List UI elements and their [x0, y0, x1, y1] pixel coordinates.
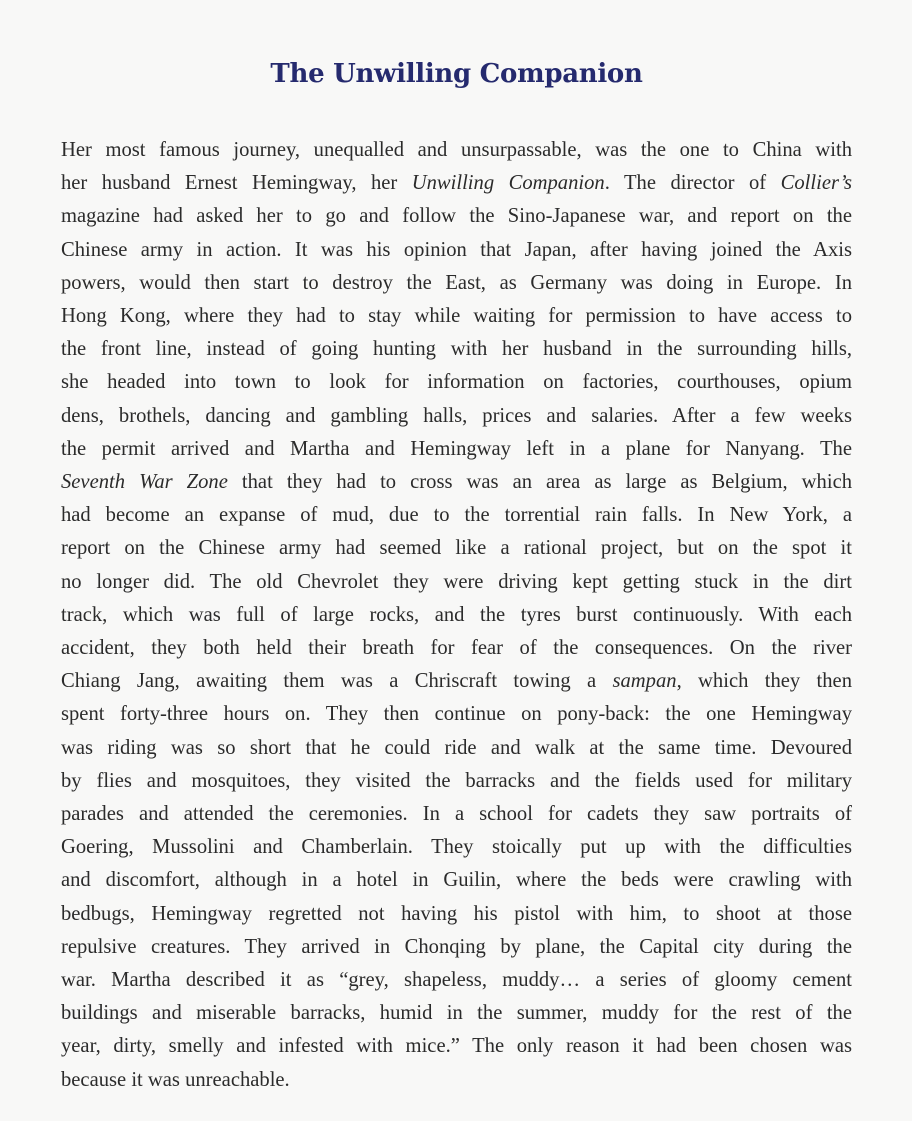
- text-line: [61, 433, 852, 466]
- text-run: bedbugs, Hemingway regretted not having his pistol with him, to shoot at those: [61, 902, 852, 925]
- text-line: [61, 400, 852, 433]
- text-run: her husband Ernest Hemingway, her: [61, 172, 412, 195]
- text-line: [61, 964, 852, 997]
- italic-text: Collier’s: [780, 172, 852, 195]
- text-line: [61, 665, 852, 698]
- text-run: year, dirty, smelly and infested with mice.” The only reason it had been chosen was: [61, 1035, 852, 1058]
- text-line: [61, 466, 852, 499]
- text-line: [61, 931, 852, 964]
- text-run: and discomfort, although in a hotel in Guilin, where the beds were crawling with: [61, 869, 852, 892]
- text-run: she headed into town to look for information on factories, courthouses, opium: [61, 371, 852, 394]
- text-run: track, which was full of large rocks, and the tyres burst continuously. With each: [61, 603, 852, 626]
- text-line: [61, 698, 852, 731]
- text-run: no longer did. The old Chevrolet they were driving kept getting stuck in the dirt: [61, 570, 852, 593]
- text-line: [61, 831, 852, 864]
- text-line: [61, 234, 852, 267]
- text-run: Chinese army in action. It was his opinion that Japan, after having joined the Axis: [61, 238, 852, 261]
- text-line: [61, 532, 852, 565]
- text-run: war. Martha described it as “grey, shapeless, muddy… a series of gloomy cement: [61, 969, 852, 992]
- text-line: [61, 1064, 852, 1097]
- text-line: [61, 300, 852, 333]
- text-line: [61, 134, 852, 167]
- text-line: [61, 898, 852, 931]
- text-run: Chiang Jang, awaiting them was a Chriscraft towing a: [61, 670, 613, 693]
- text-run: spent forty-three hours on. They then continue on pony-back: the one Hemingway: [61, 703, 852, 726]
- text-run: dens, brothels, dancing and gambling halls, prices and salaries. After a few weeks: [61, 404, 852, 427]
- text-line: [61, 632, 852, 665]
- text-run: Goering, Mussolini and Chamberlain. They stoically put up with the difficulties: [61, 836, 852, 859]
- text-run: the front line, instead of going hunting with her husband in the surrounding hills,: [61, 338, 852, 361]
- text-run: was riding was so short that he could ride and walk at the same time. Devoured: [61, 736, 852, 759]
- text-line: [61, 599, 852, 632]
- italic-text: Unwilling Companion: [411, 172, 605, 195]
- text-line: [61, 732, 852, 765]
- italic-text: Seventh War Zone: [61, 471, 228, 494]
- text-run: accident, they both held their breath for fear of the consequences. On the river: [61, 637, 852, 660]
- text-line: [61, 200, 852, 233]
- text-line: [61, 167, 852, 200]
- text-run: that they had to cross was an area as large as Belgium, which: [227, 471, 853, 494]
- text-run: report on the Chinese army had seemed like a rational project, but on the spot it: [61, 537, 852, 560]
- text-line: [61, 997, 852, 1030]
- text-run: the permit arrived and Martha and Hemingway left in a plane for Nanyang. The: [61, 437, 852, 460]
- text-line: [61, 333, 852, 366]
- text-run: parades and attended the ceremonies. In a school for cadets they saw portraits of: [61, 803, 852, 826]
- article-body: [61, 134, 852, 1097]
- text-run: had become an expanse of mud, due to the torrential rain falls. In New York, a: [61, 504, 852, 527]
- text-run: by flies and mosquitoes, they visited the barracks and the fields used for military: [61, 769, 852, 792]
- text-run: powers, would then start to destroy the East, as Germany was doing in Europe. In: [61, 271, 852, 294]
- text-run: , which they then: [676, 670, 852, 693]
- text-run: repulsive creatures. They arrived in Chonqing by plane, the Capital city during the: [61, 935, 852, 958]
- text-run: because it was unreachable.: [61, 1068, 290, 1091]
- text-line: [61, 366, 852, 399]
- text-run: Hong Kong, where they had to stay while waiting for permission to have access to: [61, 305, 852, 328]
- text-run: . The director of: [604, 172, 781, 195]
- text-line: [61, 798, 852, 831]
- text-run: buildings and miserable barracks, humid in the summer, muddy for the rest of the: [61, 1002, 852, 1025]
- text-line: [61, 267, 852, 300]
- text-line: [61, 864, 852, 897]
- text-line: [61, 765, 852, 798]
- article-title: The Unwilling Companion: [270, 59, 643, 89]
- italic-text: sampan: [612, 670, 677, 693]
- text-line: [61, 566, 852, 599]
- text-line: [61, 1030, 852, 1063]
- text-line: [61, 499, 852, 532]
- text-run: magazine had asked her to go and follow the Sino-Japanese war, and report on the: [61, 205, 852, 228]
- text-run: Her most famous journey, unequalled and unsurpassable, was the one to China with: [61, 139, 852, 161]
